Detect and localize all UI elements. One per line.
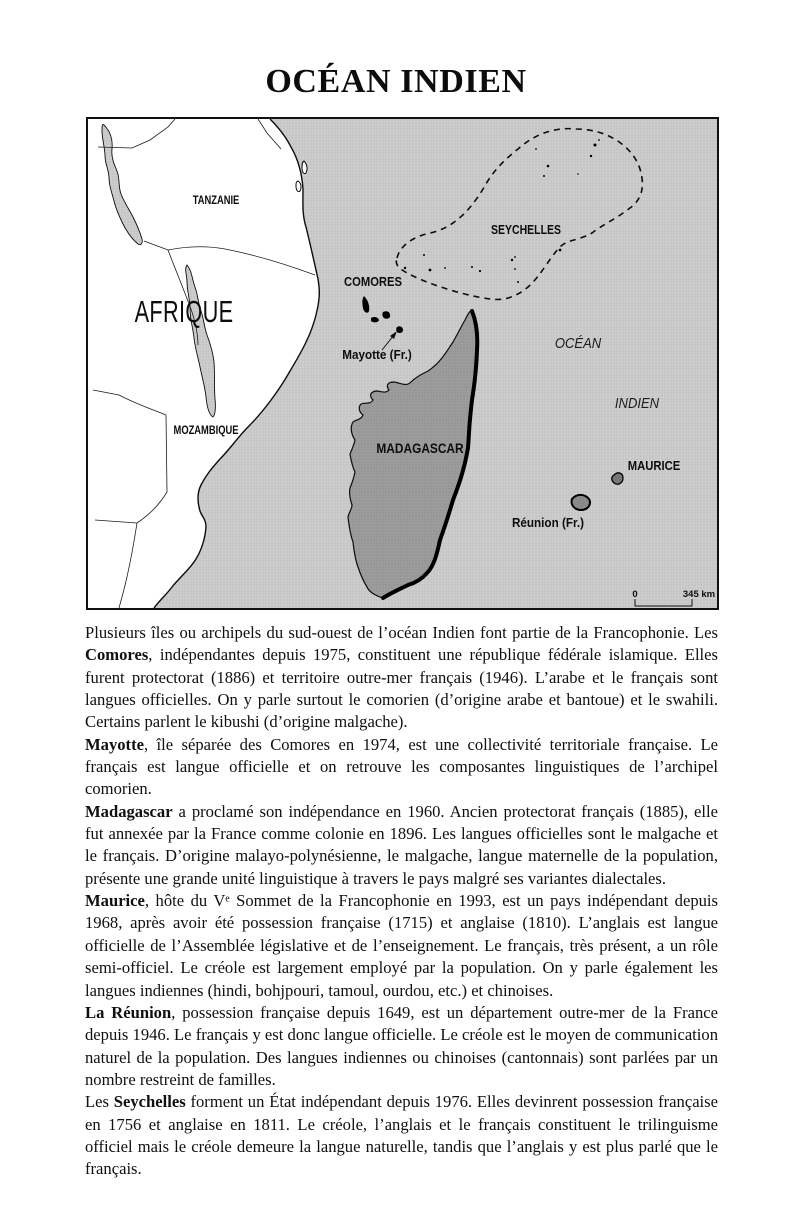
- label-reunion: Réunion (Fr.): [511, 515, 585, 531]
- reunion-island: [572, 495, 590, 510]
- paragraph: Madagascar a proclamé son indépendance en 1960. Ancien protectorat français (1885), elle fut annexée par la France comme colonie en 1896. Les langues officielles sont le malgache et le français. D’origine malayo-polynésienne, le malgache, langue maternelle de la population, présente une grande unité linguistique à travers le pays malgré ses variantes dialectales.: [85, 801, 718, 888]
- scale-zero-label: 0: [632, 589, 638, 600]
- article-text: [85, 622, 718, 1181]
- indian-ocean-map-figure: [86, 117, 719, 610]
- zanzibar-island: [296, 181, 301, 192]
- scale-distance-label: 345 km: [682, 589, 716, 600]
- label-tanzanie: TANZANIE: [192, 193, 240, 208]
- paragraph: Plusieurs îles ou archipels du sud-ouest de l’océan Indien font partie de la Francophonie. Les Comores, indépendantes depuis 1975, constituent une république fédérale islamique. Elles furent protectorat (1886) et territoire outre-mer français (1946). L’arabe et le français sont langues officielles. On y parle surtout le comorien (d’origine arabe et bantoue) et le swahili. Certains parlent le kibushi (d’origine malgache).: [85, 623, 718, 732]
- label-mayotte: Mayotte (Fr.): [342, 347, 412, 363]
- label-afrique: AFRIQUE: [134, 294, 234, 329]
- label-indien: INDIEN: [614, 395, 660, 412]
- paragraph: Les Seychelles forment un État indépendant depuis 1976. Elles devinrent possession française en 1756 et anglaise en 1811. Le créole, l’anglais et le français constituent le trilinguisme officiel mais le créole demeure la langue naturelle, tandis que l’anglais y est plus parlé que le français.: [85, 1092, 718, 1179]
- paragraph: Mayotte, île séparée des Comores en 1974, est une collectivité territoriale française. Le français est langue officielle et on retrouve les composantes linguistiques de l’archipel comorien.: [85, 734, 718, 799]
- label-ocean: OCÉAN: [554, 335, 602, 352]
- page-title: OCÉAN INDIEN: [265, 62, 527, 100]
- label-seychelles: SEYCHELLES: [491, 224, 561, 238]
- paragraph: La Réunion, possession française depuis 1649, est un département outre-mer de la France depuis 1946. Le français y est donc langue officielle. Le créole est le moyen de communication naturel de la population. Des langues indiennes ou chinoises (cantonnais) sont parlées par un nombre restreint de familles.: [85, 1002, 718, 1089]
- label-comores: COMORES: [343, 274, 403, 290]
- label-mozambique: MOZAMBIQUE: [173, 423, 239, 438]
- indian-ocean-map: [88, 119, 717, 608]
- label-maurice: MAURICE: [627, 458, 681, 474]
- label-madagascar: MADAGASCAR: [376, 440, 464, 457]
- paragraph: Maurice, hôte du Vᵉ Sommet de la Francophonie en 1993, est un pays indépendant depuis 1968, après avoir été possession française (1715) et anglaise (1810). L’anglais est langue officielle de l’Assemblée législative et de l’enseignement. Le français, très présent, a un rôle semi-officiel. Le créole est largement employé par la population. On y parle également les langues indiennes (hindi, bohjpouri, tamoul, ourdou, etc.) et chinoises.: [85, 891, 718, 1000]
